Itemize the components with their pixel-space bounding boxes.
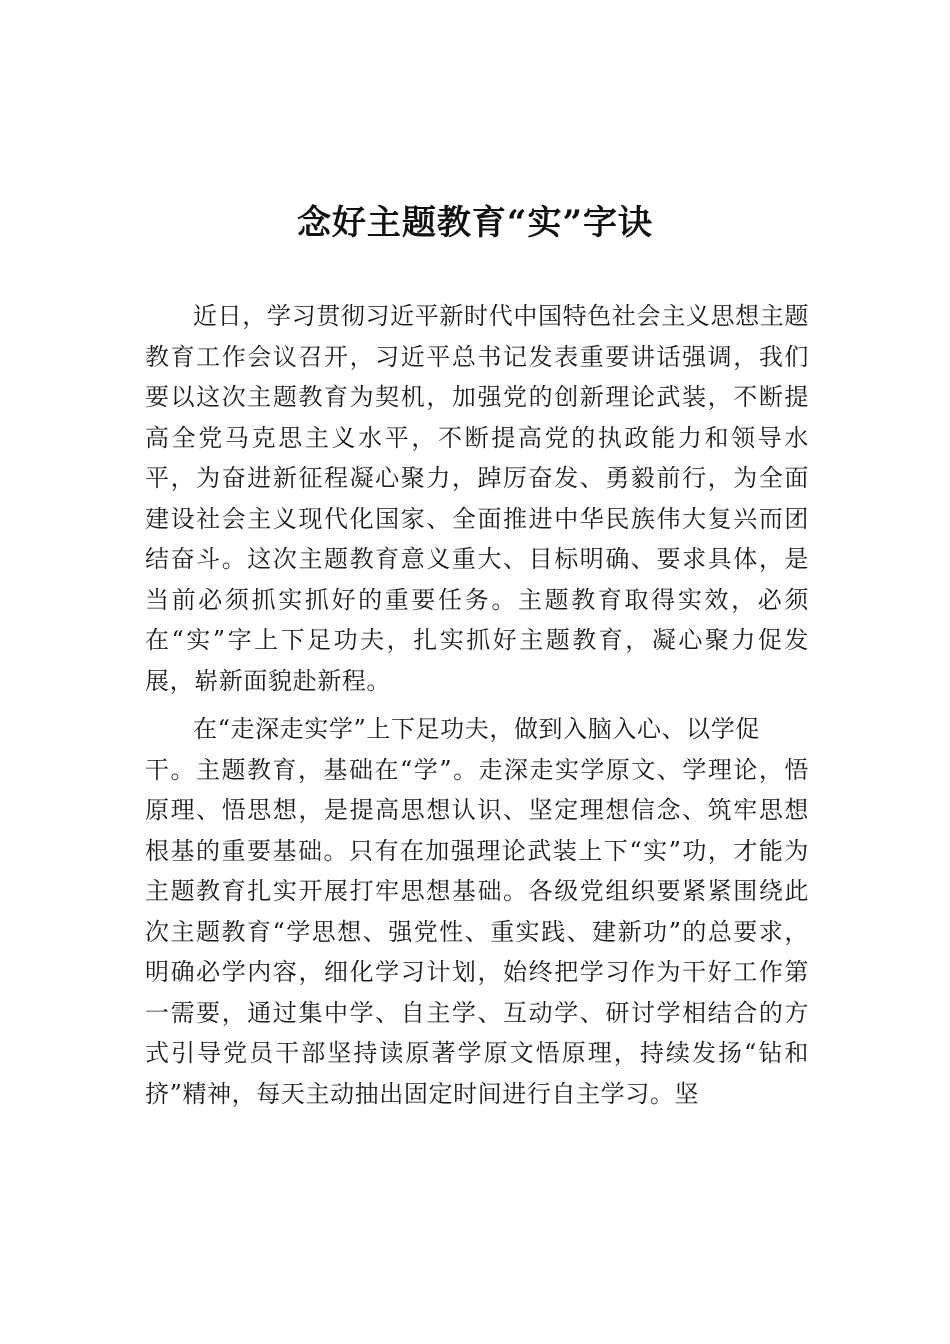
document-body (145, 296, 809, 1114)
document-title: 念好主题教育“实”字诀 (296, 202, 654, 243)
paragraph-2-body: 干。主题教育，基础在“学”。走深走实学原文、学理论，悟原理、悟思想，是提高思想认识、坚定理想信念、筑牢思想根基的重要基础。只有在加强理论武装上下“实”功，才能为主题教育扎实开展打牢思想基础。各级党组织要紧紧围绕此次主题教育“学思想、强党性、重实践、建新功”的总要求，明确必学内容，细化学习计划，始终把学习作为干好工作第一需要，通过集中学、自主学、互动学、研讨学相结合的方式引导党员干部坚持读原著学原文悟原理，持续发扬“钻和挤”精神，每天主动抽出固定时间进行自主学习。坚 (145, 755, 809, 1108)
paragraph-2 (145, 709, 809, 1114)
paragraph-2-heading: 在“走深走实学”上下足功夫，做到入脑入心、以学促 (193, 715, 760, 743)
paragraph-1: 近日，学习贯彻习近平新时代中国特色社会主义思想主题教育工作会议召开，习近平总书记发表重要讲话强调，我们要以这次主题教育为契机，加强党的创新理论武装，不断提高全党马克思主义水平，不断提高党的执政能力和领导水平，为奋进新征程凝心聚力，踔厉奋发、勇毅前行，为全面建设社会主义现代化国家、全面推进中华民族伟大复兴而团结奋斗。这次主题教育意义重大、目标明确、要求具体，是当前必须抓实抓好的重要任务。主题教育取得实效，必须在“实”字上下足功夫，扎实抓好主题教育，凝心聚力促发展，崭新面貌赴新程。 (145, 302, 809, 695)
